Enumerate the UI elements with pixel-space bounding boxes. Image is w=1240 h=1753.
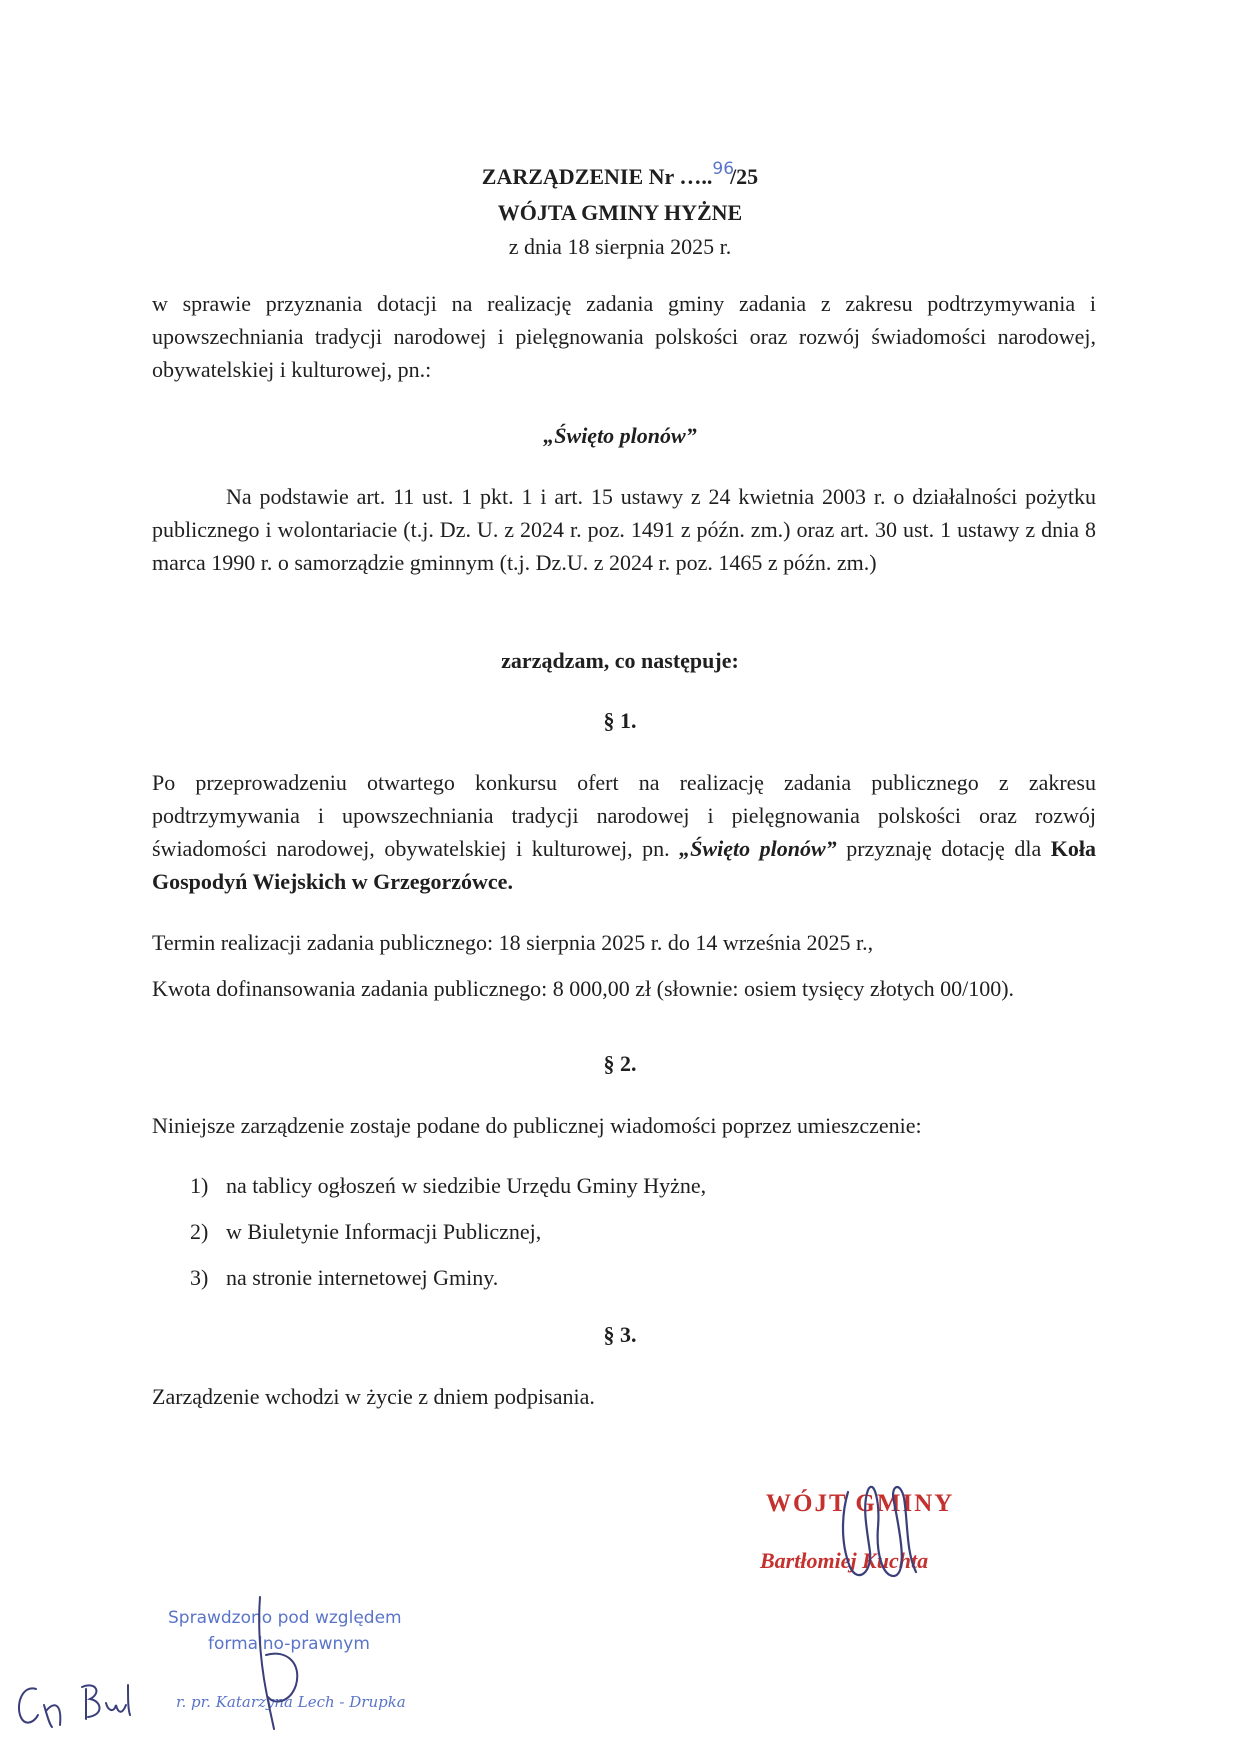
section-1-text-2: przyznaję dotację dla [836, 836, 1051, 861]
list-item [190, 1261, 498, 1294]
section-2-heading: § 2. [603, 1051, 637, 1076]
section-1-paragraph [152, 766, 1096, 898]
list-item-number: 1) [190, 1173, 209, 1198]
event-name-heading: „Święto plonów” [543, 423, 697, 448]
subject-paragraph: w sprawie przyznania dotacji na realizację zadania gminy zadania z zakresu podtrzymywania i upowszechniania tradycji narodowej i pielęgnowania polskości oraz rozwój świadomości narodowej, obywatelskiej i kulturowej, pn.: [152, 291, 1096, 382]
issuer-line: WÓJTA GMINY HYŻNE [497, 200, 743, 225]
section-3-heading: § 3. [603, 1322, 637, 1347]
handwritten-number: 96 [712, 159, 735, 179]
grant-recipient: Koła Gospodyń Wiejskich w Grzegorzówce. [152, 836, 1096, 894]
stamp-name: Bartłomiej Kuchta [760, 1548, 929, 1573]
title-suffix: /25 [730, 164, 759, 189]
legal-basis-paragraph: Na podstawie art. 11 ust. 1 pkt. 1 i art. 15 ustawy z 24 kwietnia 2003 r. o działalności pożytku publicznego i wolontariacie (t.j. Dz. U. z 2024 r. poz. 1491 z późn. zm.) oraz art. 30 ust. 1 ustawy z dnia 8 marca 1990 r. o samorządzie gminnym (t.j. Dz.U. z 2024 r. poz. 1465 z późn. zm.) [152, 484, 1096, 575]
section-3-text: Zarządzenie wchodzi w życie z dniem podpisania. [152, 1384, 595, 1409]
verification-signature [238, 1593, 328, 1733]
verification-line-1: Sprawdzono pod względem [168, 1608, 402, 1628]
section-1-event-name: „Święto plonów” [679, 836, 837, 861]
section-1-heading: § 1. [603, 708, 637, 733]
title-block [0, 160, 1240, 264]
list-item-text: na stronie internetowej Gminy. [226, 1265, 499, 1290]
list-item [190, 1169, 706, 1202]
handwritten-signature [820, 1472, 950, 1592]
stamp-title: WÓJT GMINY [766, 1490, 955, 1517]
list-item-number: 3) [190, 1265, 209, 1290]
amount-line: Kwota dofinansowania zadania publicznego: 8 000,00 zł (słownie: osiem tysięcy złotych 00/100). [152, 976, 1015, 1001]
title-number-dots: ….. [679, 164, 713, 189]
list-item-number: 2) [190, 1219, 209, 1244]
wojt-signature-stamp [760, 1490, 1020, 1600]
title-prefix: ZARZĄDZENIE Nr [481, 164, 680, 189]
list-item [190, 1215, 541, 1248]
list-item-text: na tablicy ogłoszeń w siedzibie Urzędu Gminy Hyżne, [226, 1173, 707, 1198]
verification-name: r. pr. Katarzyna Lech - Drupka [176, 1693, 406, 1711]
verification-stamp [168, 1605, 468, 1735]
verification-line-2: formalno-prawnym [208, 1634, 370, 1654]
section-2-intro: Niniejsze zarządzenie zostaje podane do publicznej wiadomości poprzez umieszczenie: [152, 1113, 922, 1138]
date-line: z dnia 18 sierpnia 2025 r. [508, 234, 732, 259]
decree-heading: zarządzam, co następuje: [501, 648, 739, 673]
handwritten-initials [10, 1675, 150, 1735]
section-1-text-1: Po przeprowadzeniu otwartego konkursu ofert na realizację zadania publicznego z zakresu podtrzymywania i upowszechniania tradycji narodowej i pielęgnowania polskości oraz rozwój świadomości narodowej, obywatelskiej i kulturowej, pn. [152, 770, 1096, 861]
term-line: Termin realizacji zadania publicznego: 18 sierpnia 2025 r. do 14 września 2025 r., [152, 930, 874, 955]
list-item-text: w Biuletynie Informacji Publicznej, [226, 1219, 542, 1244]
document-title [0, 160, 1240, 196]
